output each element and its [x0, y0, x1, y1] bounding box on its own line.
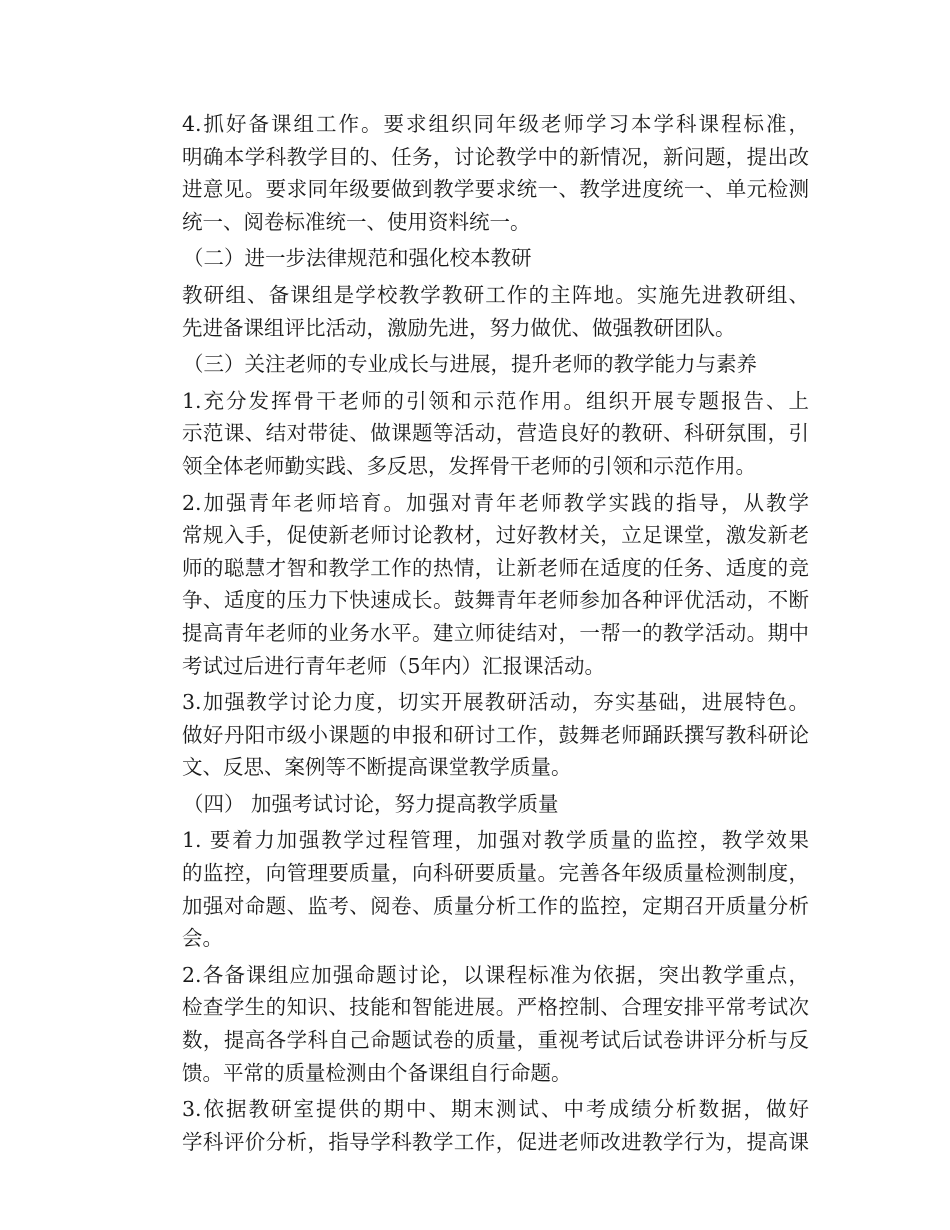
paragraph: [141, 824, 809, 954]
paragraph: [141, 1093, 809, 1158]
text-line: 进意见。要求同年级要做到教学要求统一、教学进度统一、单元检测: [182, 177, 809, 202]
text-line: 统一、阅卷标准统一、使用资料统一。: [182, 209, 531, 234]
text-line: 争、适度的压力下快速成长。鼓舞青年老师参加各种评优活动，不断: [182, 588, 809, 613]
text-line: 教研组、备课组是学校教学教研工作的主阵地。实施先进教研组、: [182, 282, 809, 307]
document-body: [141, 108, 809, 1158]
text-line: 文、反思、案例等不断提高课堂教学质量。: [182, 755, 572, 780]
text-line: 的监控，向管理要质量，向科研要质量。完善各年级质量检测制度，: [182, 861, 809, 886]
text-line: 4.抓好备课组工作。要求组织同年级老师学习本学科课程标准，: [182, 112, 809, 136]
text-line: 明确本学科教学目的、任务，讨论教学中的新情况，新问题，提出改: [182, 144, 809, 169]
section-heading: [141, 242, 809, 275]
text-line: 考试过后进行青年老师（5年内）汇报课活动。: [182, 653, 606, 678]
text-line: （四） 加强考试讨论，努力提高教学质量: [183, 791, 559, 816]
text-line: 数，提高各学科自己命题试卷的质量，重视考试后试卷讲评分析与反: [182, 1028, 809, 1053]
text-line: （三）关注老师的专业成长与进展，提升老师的教学能力与素养: [183, 352, 757, 377]
text-line: 加强对命题、监考、阅卷、质量分析工作的监控，定期召开质量分析: [182, 893, 809, 918]
text-line: （二）进一步法律规范和强化校本教研: [183, 246, 532, 271]
text-line: 做好丹阳市级小课题的申报和研讨工作，鼓舞老师踊跃撰写教科研论: [182, 722, 809, 747]
text-line: 学科评价分析，指导学科教学工作，促进老师改进教学行为，提高课: [182, 1129, 809, 1154]
text-line: 师的聪慧才智和教学工作的热情，让新老师在适度的任务、适度的竞: [182, 555, 809, 580]
paragraph: [141, 279, 809, 344]
text-line: 领全体老师勤实践、多反思，发挥骨干老师的引领和示范作用。: [182, 453, 756, 478]
text-line: 示范课、结对带徒、做课题等活动，营造良好的教研、科研氛围，引: [182, 421, 809, 446]
paragraph: [141, 959, 809, 1089]
paragraph: [141, 487, 809, 683]
paragraph: [141, 686, 809, 784]
paragraph: [141, 385, 809, 483]
text-line: 1.充分发挥骨干老师的引领和示范作用。组织开展专题报告、上: [182, 388, 809, 413]
text-line: 1. 要着力加强教学过程管理，加强对教学质量的监控，教学效果: [182, 828, 809, 853]
section-heading: [141, 788, 809, 821]
text-line: 常规入手，促使新老师讨论教材，过好教材关，立足课堂，激发新老: [182, 523, 809, 548]
text-line: 先进备课组评比活动，激励先进，努力做优、做强教研团队。: [182, 315, 736, 340]
text-line: 会。: [182, 926, 223, 951]
text-line: 2.各备课组应加强命题讨论，以课程标准为依据，突出教学重点，: [182, 962, 809, 987]
text-line: 3.依据教研室提供的期中、期末测试、中考成绩分析数据，做好: [182, 1097, 809, 1122]
text-line: 3.加强教学讨论力度，切实开展教研活动，夯实基础，进展特色。: [182, 690, 809, 715]
text-line: 2.加强青年老师培育。加强对青年老师教学实践的指导，从教学: [182, 490, 809, 515]
section-heading: [141, 348, 809, 381]
paragraph: [141, 108, 809, 238]
text-line: 馈。平常的质量检测由个备课组自行命题。: [182, 1060, 572, 1085]
text-line: 检查学生的知识、技能和智能进展。严格控制、合理安排平常考试次: [182, 995, 809, 1020]
text-line: 提高青年老师的业务水平。建立师徒结对，一帮一的教学活动。期中: [182, 620, 809, 645]
